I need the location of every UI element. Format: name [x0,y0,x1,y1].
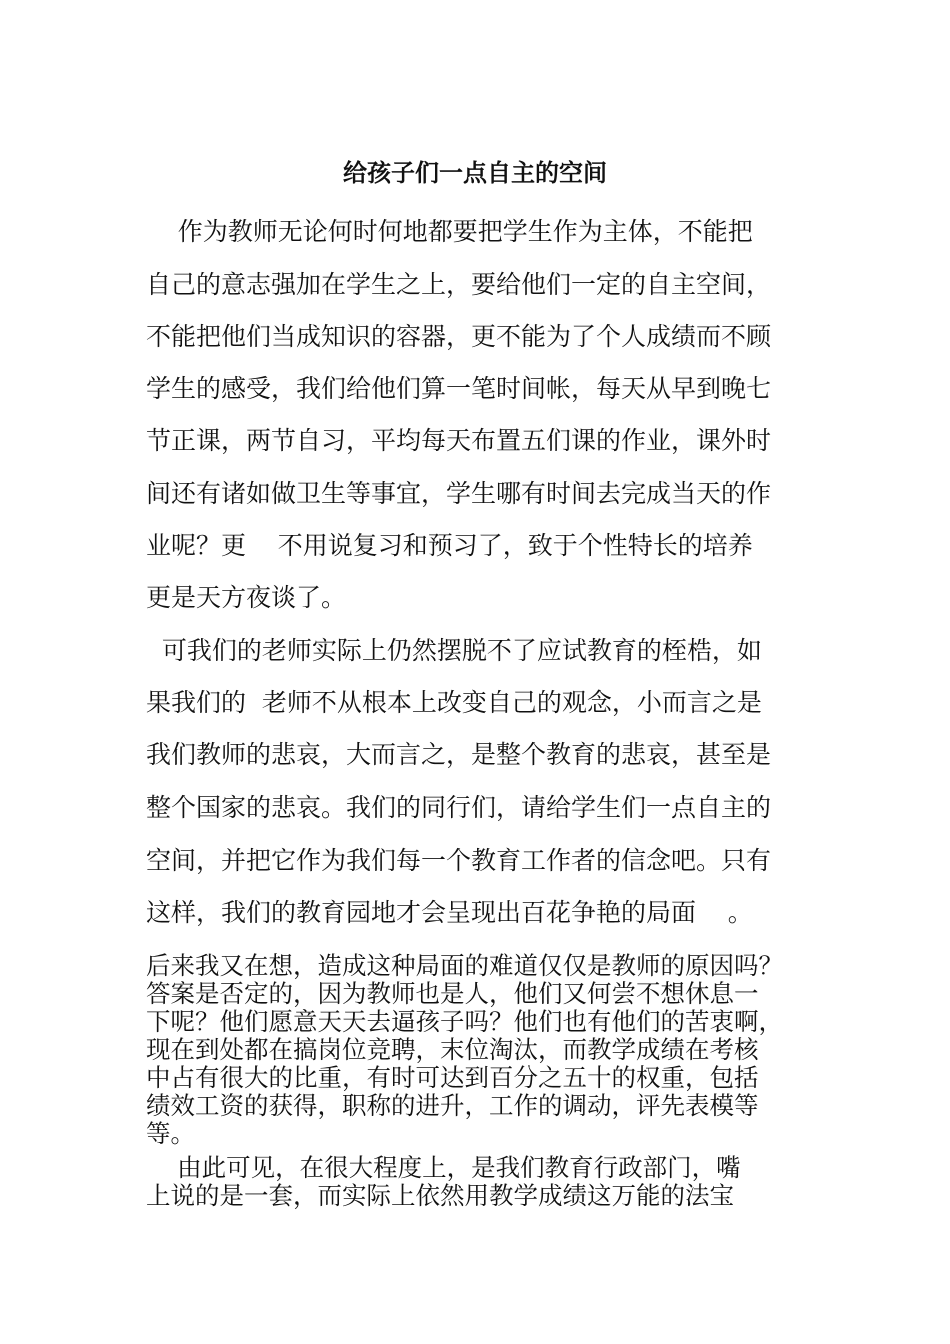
paragraph-line: 等。 [146,1119,195,1148]
paragraph-line: 果我们的 老师不从根本上改变自己的观念，小而言之是 [146,688,762,717]
paragraph-line: 间还有诸如做卫生等事宜，学生哪有时间去完成当天的作 [146,479,772,508]
paragraph-line: 业呢？更 不用说复习和预习了，致于个性特长的培养 [146,531,753,560]
paragraph-line: 下呢？他们愿意天天去逼孩子吗？他们也有他们的苦衷啊， [146,1007,783,1036]
paragraph-line: 绩效工资的获得，职称的进升，工作的调动，评先表模等 [146,1091,759,1120]
paragraph-line: 答案是否定的，因为教师也是人，他们又何尝不想休息一 [146,979,759,1008]
paragraph-line: 空间，并把它作为我们每一个教育工作者的信念吧。只有 [146,846,772,875]
paragraph-line: 自己的意志强加在学生之上，要给他们一定的自主空间， [146,270,772,299]
paragraph-line: 可我们的老师实际上仍然摆脱不了应试教育的桎梏，如 [146,636,762,665]
paragraph-line: 作为教师无论何时何地都要把学生作为主体，不能把 [146,217,753,246]
paragraph-line: 学生的感受，我们给他们算一笔时间帐，每天从早到晚七 [146,374,772,403]
paragraph-line: 这样，我们的教育园地才会呈现出百花争艳的局面 。 [146,898,753,927]
paragraph-line: 不能把他们当成知识的容器，更不能为了个人成绩而不顾 [146,322,772,351]
paragraph-line: 整个国家的悲哀。我们的同行们，请给学生们一点自主的 [146,793,772,822]
paragraph-line: 上说的是一套，而实际上依然用教学成绩这万能的法宝 [146,1181,734,1210]
paragraph-line: 由此可见，在很大程度上，是我们教育行政部门，嘴 [146,1153,741,1182]
document-title: 给孩子们一点自主的空间 [343,159,607,187]
paragraph-line: 中占有很大的比重，有时可达到百分之五十的权重，包括 [146,1063,759,1092]
paragraph-line: 后来我又在想，造成这种局面的难道仅仅是教师的原因吗？ [146,951,783,980]
paragraph-line: 更是天方夜谈了。 [146,583,347,612]
paragraph-line: 节正课，两节自习，平均每天布置五们课的作业，课外时 [146,426,772,455]
paragraph-line: 现在到处都在搞岗位竞聘，末位淘汰，而教学成绩在考核 [146,1035,759,1064]
paragraph-line: 我们教师的悲哀，大而言之，是整个教育的悲哀，甚至是 [146,740,772,769]
